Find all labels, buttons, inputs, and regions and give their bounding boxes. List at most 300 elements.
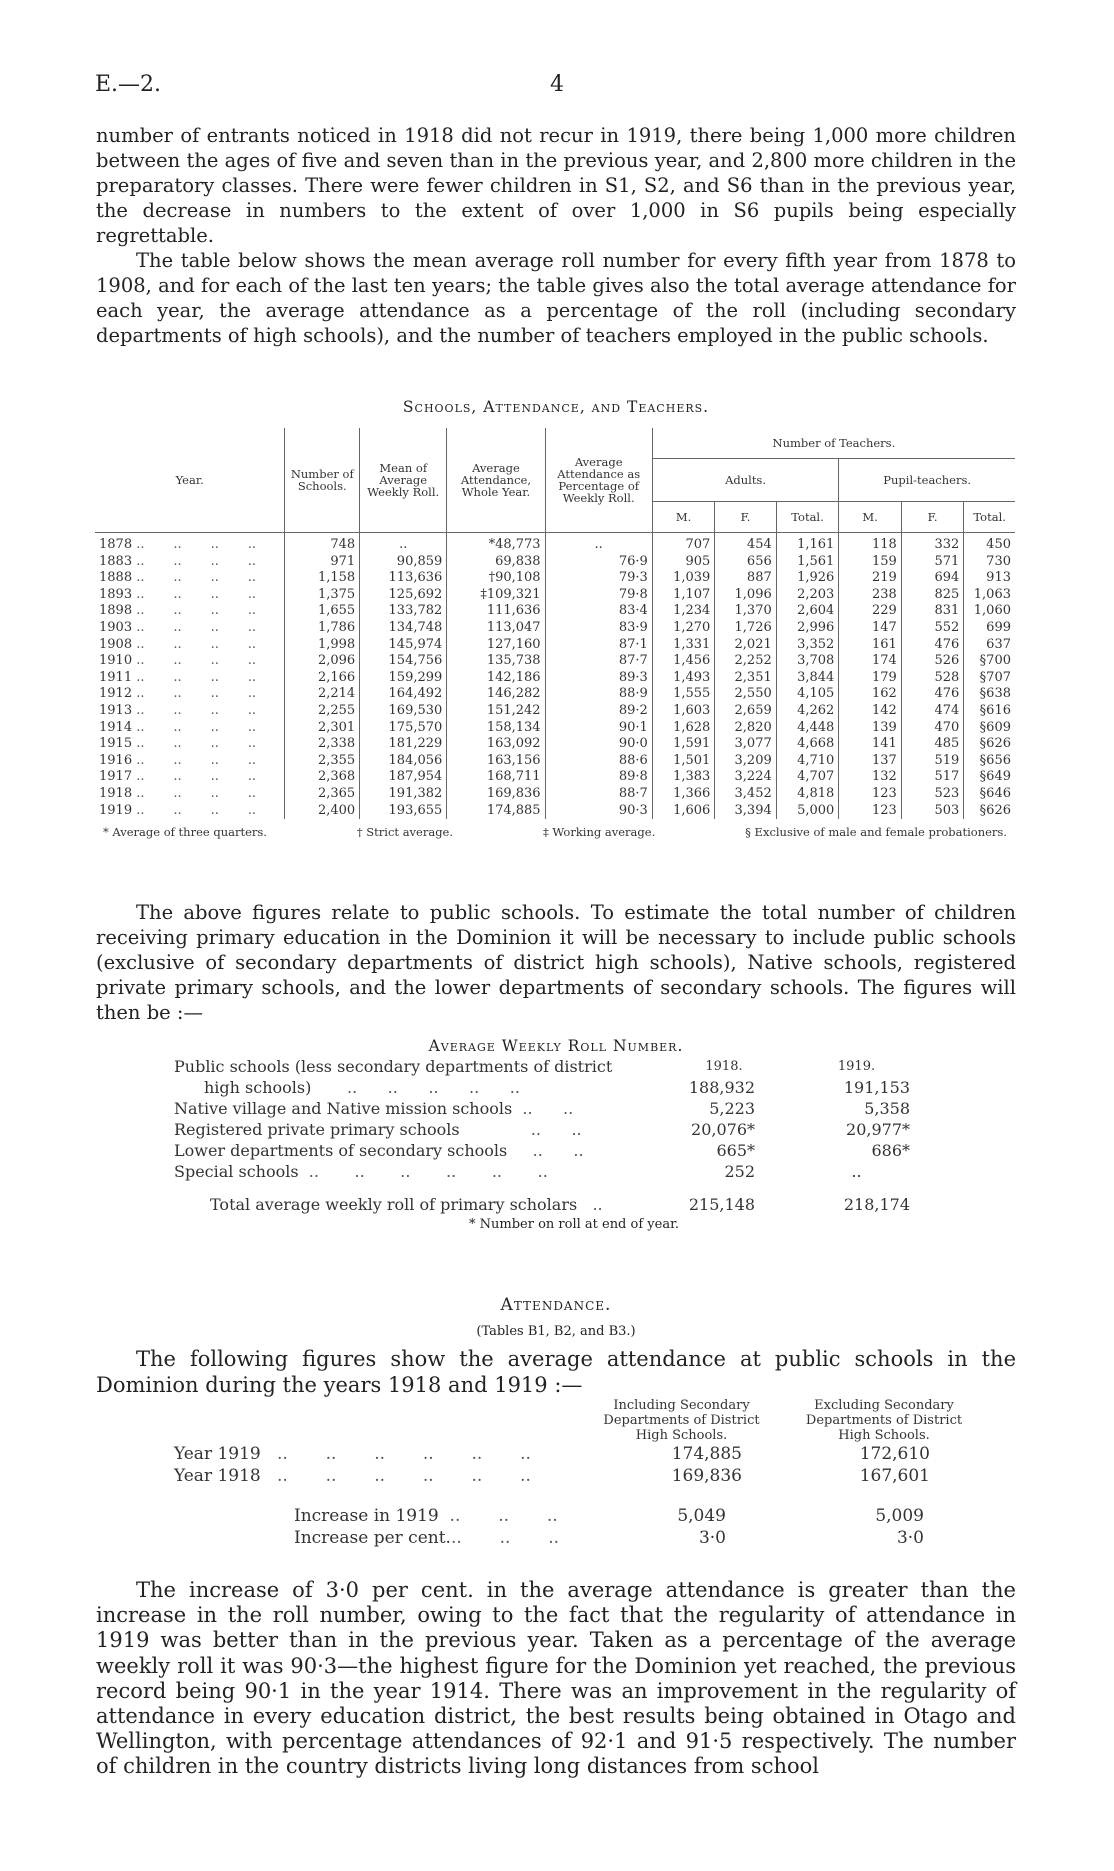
att-increase-label: Increase in 1919 .. .. .. (294, 1506, 558, 1526)
table-cell: 111,636 (447, 603, 545, 620)
table-cell: 76·9 (545, 554, 652, 571)
table-cell: §656 (964, 753, 1015, 770)
col-schools: Number of Schools. (285, 428, 360, 533)
att-increase-label: Increase per cent... .. .. (294, 1528, 560, 1548)
table-cell: 1,726 (715, 620, 776, 637)
table-cell: 2,355 (285, 753, 360, 770)
att-value: 3·0 (896, 1528, 924, 1548)
table-cell: 4,818 (776, 786, 839, 803)
table-cell: 1,366 (652, 786, 715, 803)
table-cell: 825 (901, 587, 964, 604)
table-cell: 5,000 (776, 803, 839, 820)
attendance-intro: The following figures show the average attendance at public schools in the Dominion during the years 1918 and 1919 :— (96, 1347, 1016, 1397)
table-cell: 238 (839, 587, 902, 604)
table-cell: 552 (901, 620, 964, 637)
attendance-heading: Attendance. (500, 1295, 612, 1315)
table-cell: 90·0 (545, 736, 652, 753)
col-pt-f: F. (901, 502, 964, 533)
year-cell (95, 753, 285, 770)
weekly-roll-table (174, 1056, 934, 1215)
table-row (95, 603, 1015, 620)
attendance-table (174, 1398, 974, 1549)
table-cell: 159,299 (360, 670, 447, 687)
table-cell: 517 (901, 769, 964, 786)
roll-value: 252 (724, 1162, 755, 1181)
leader-dots: .. .. .. .. (132, 537, 257, 552)
table-cell: 145,974 (360, 637, 447, 654)
table-cell: 151,242 (447, 703, 545, 720)
table-cell: 2,400 (285, 803, 360, 820)
table-cell: §609 (964, 720, 1015, 737)
col-pt-m: M. (839, 502, 902, 533)
table-cell: 142,186 (447, 670, 545, 687)
leader-dots: .. .. .. .. (132, 702, 257, 718)
table-cell: 4,707 (776, 769, 839, 786)
table-cell: 141 (839, 736, 902, 753)
roll-value: 5,358 (864, 1099, 910, 1118)
table-cell: 571 (901, 554, 964, 571)
table-cell: 79·3 (545, 570, 652, 587)
table-cell: 135,738 (447, 653, 545, 670)
year-cell (95, 769, 285, 786)
table-cell: 2,996 (776, 620, 839, 637)
leader-dots: .. .. .. .. (132, 719, 257, 735)
paragraph-1: number of entrants noticed in 1918 did not recur in 1919, there being 1,000 more children between the ages of five and seven than in the previous year, and 2,800 more children in the preparatory classes. There were fewer children in S1, S2, and S6 than in the previous year, the decrease in numbers to the extent of over 1,000 in S6 pupils being especially regrettable. (96, 124, 1016, 247)
leader-dots: .. .. .. .. (132, 586, 257, 602)
year-value: 1893 (99, 586, 133, 602)
table-cell: 191,382 (360, 786, 447, 803)
att-value: 5,009 (875, 1506, 924, 1526)
table-cell: .. (545, 533, 652, 554)
table-cell: 219 (839, 570, 902, 587)
table-cell: 1,158 (285, 570, 360, 587)
table-cell: 3,224 (715, 769, 776, 786)
table-cell: 184,056 (360, 753, 447, 770)
year-cell (95, 686, 285, 703)
roll-value: 20,076* (691, 1120, 755, 1139)
table2-footnote: * Number on roll at end of year. (469, 1217, 679, 1232)
table-cell: 2,255 (285, 703, 360, 720)
col-attendance: Average Attendance, Whole Year. (447, 428, 545, 533)
table-cell: 123 (839, 786, 902, 803)
table-row (95, 803, 1015, 820)
table-cell: 4,105 (776, 686, 839, 703)
table-cell: 2,368 (285, 769, 360, 786)
table-cell: 125,692 (360, 587, 447, 604)
table-cell: §700 (964, 653, 1015, 670)
table-cell: 187,954 (360, 769, 447, 786)
table-cell: 2,351 (715, 670, 776, 687)
col-pt-total: Total. (964, 502, 1015, 533)
table-cell: 1,555 (652, 686, 715, 703)
roll-total-1919: 218,174 (843, 1195, 910, 1214)
year-value: 1898 (99, 603, 133, 619)
roll-row-label: high schools) .. .. .. .. .. (204, 1078, 520, 1097)
schools-table-body (95, 533, 1015, 820)
table-cell: 87·1 (545, 637, 652, 654)
table-row (95, 686, 1015, 703)
table-cell: 332 (901, 533, 964, 554)
table-cell: 79·8 (545, 587, 652, 604)
table-cell: 519 (901, 753, 964, 770)
table-cell: 118 (839, 533, 902, 554)
year-cell (95, 703, 285, 720)
table-cell: 88·6 (545, 753, 652, 770)
roll-value: 5,223 (709, 1099, 755, 1118)
year-cell (95, 786, 285, 803)
roll-col-1919: 1919. (837, 1059, 876, 1074)
table-cell: 1,591 (652, 736, 715, 753)
att-value: 174,885 (671, 1444, 742, 1464)
table-cell: §707 (964, 670, 1015, 687)
table1-title: Schools, Attendance, and Teachers. (402, 398, 710, 416)
year-cell (95, 736, 285, 753)
leader-dots: .. .. .. .. (132, 603, 257, 619)
table-cell: §638 (964, 686, 1015, 703)
table-cell: 88·7 (545, 786, 652, 803)
table-cell: 1,606 (652, 803, 715, 820)
col-adults: Adults. (652, 459, 838, 502)
report-reference: E.—2. (95, 72, 162, 97)
roll-value: .. (851, 1162, 862, 1181)
table-cell: 69,838 (447, 554, 545, 571)
table-cell: 1,161 (776, 533, 839, 554)
year-cell (95, 670, 285, 687)
table-cell: .. (360, 533, 447, 554)
paragraph-4: The increase of 3·0 per cent. in the average attendance is greater than the increase in the roll number, owing to the fact that the regularity of attendance in 1919 was better than in the previous year. Taken as a percentage of the average weekly roll it was 90·3—the highest figure for the Dominion yet reached, the previous record being 90·1 in the year 1914. There was an improvement in the regularity of attendance in every education district, the best results being obtained in Otago and Wellington, with percentage attendances of 92·1 and 91·5 respectively. The number of children in the country districts living long distances from school (96, 1578, 1016, 1779)
roll-total-1918: 215,148 (688, 1195, 755, 1214)
table-cell: 90·1 (545, 720, 652, 737)
table-cell: 2,365 (285, 786, 360, 803)
year-cell (95, 603, 285, 620)
leader-dots: .. .. .. .. (132, 802, 257, 818)
table-cell: §626 (964, 736, 1015, 753)
table-cell: 1,456 (652, 653, 715, 670)
table-cell: 1,926 (776, 570, 839, 587)
table-cell: 470 (901, 720, 964, 737)
year-value: 1908 (99, 636, 133, 652)
table-cell: 133,782 (360, 603, 447, 620)
table-cell: 1,375 (285, 587, 360, 604)
roll-row-label: Native village and Native mission schools .. .. (174, 1099, 574, 1118)
table-cell: 3,708 (776, 653, 839, 670)
table-cell: 2,096 (285, 653, 360, 670)
table-cell: 163,092 (447, 736, 545, 753)
attendance-table-container (174, 1398, 974, 1549)
table-cell: 83·4 (545, 603, 652, 620)
col-teachers: Number of Teachers. (652, 428, 1015, 459)
table-cell: 4,668 (776, 736, 839, 753)
table-cell: 503 (901, 803, 964, 820)
table-cell: 2,604 (776, 603, 839, 620)
table-cell: 1,561 (776, 554, 839, 571)
table-row (95, 736, 1015, 753)
footnote-section: § Exclusive of male and female probationers. (745, 825, 1007, 840)
table-cell: 1,501 (652, 753, 715, 770)
roll-row-label: Special schools .. .. .. .. .. .. (174, 1162, 548, 1181)
roll-value: 188,932 (688, 1078, 755, 1097)
table-cell: 137 (839, 753, 902, 770)
year-value: 1888 (99, 570, 133, 586)
table-cell: 2,301 (285, 720, 360, 737)
table-cell: 174 (839, 653, 902, 670)
table-cell: 2,252 (715, 653, 776, 670)
leader-dots: .. .. .. .. (132, 785, 257, 801)
leader-dots: .. .. .. .. (132, 686, 257, 702)
leader-dots: .. .. .. .. (132, 769, 257, 785)
table-cell: 637 (964, 637, 1015, 654)
footnote-asterisk: * Average of three quarters. (103, 825, 267, 840)
year-cell (95, 620, 285, 637)
table-row (95, 637, 1015, 654)
year-cell (95, 533, 285, 554)
table-cell: §646 (964, 786, 1015, 803)
leader-dots: .. .. .. .. (132, 570, 257, 586)
table-cell: 1,655 (285, 603, 360, 620)
year-cell (95, 570, 285, 587)
roll-value: 665* (716, 1141, 755, 1160)
table-cell: 90,859 (360, 554, 447, 571)
table-cell: §649 (964, 769, 1015, 786)
roll-row-label: Public schools (less secondary departments of district (174, 1057, 613, 1076)
table-cell: 2,166 (285, 670, 360, 687)
leader-dots: .. .. .. .. (132, 669, 257, 685)
roll-row-label: Lower departments of secondary schools .. .. (174, 1141, 584, 1160)
table-cell: 83·9 (545, 620, 652, 637)
table-cell: †90,108 (447, 570, 545, 587)
table-row (95, 620, 1015, 637)
year-value: 1912 (99, 686, 133, 702)
table-cell: 154,756 (360, 653, 447, 670)
table-cell: 162 (839, 686, 902, 703)
table-cell: 4,448 (776, 720, 839, 737)
paragraph-3: The above figures relate to public schools. To estimate the total number of children receiving primary education in the Dominion it will be necessary to include public schools (exclusive of secondary departments of district high schools), Native schools, registered private primary schools, and the lower departments of secondary schools. The figures will then be :— (96, 901, 1016, 1024)
table-cell: 159 (839, 554, 902, 571)
table-cell: 89·2 (545, 703, 652, 720)
table-cell: 971 (285, 554, 360, 571)
table-row (95, 720, 1015, 737)
table-cell: 523 (901, 786, 964, 803)
table-cell: 127,160 (447, 637, 545, 654)
table-cell: 4,262 (776, 703, 839, 720)
leader-dots: .. .. .. .. (132, 553, 257, 569)
table-cell: 474 (901, 703, 964, 720)
table-cell: 1,628 (652, 720, 715, 737)
table-cell: 1,493 (652, 670, 715, 687)
leader-dots: .. .. .. .. (132, 653, 257, 669)
attendance-tables-ref: (Tables B1, B2, and B3.) (476, 1324, 636, 1339)
table-cell: 163,156 (447, 753, 545, 770)
table-cell: 113,636 (360, 570, 447, 587)
leader-dots: .. .. .. .. (132, 636, 257, 652)
att-col-excluding: Excluding Secondary Departments of District High Schools. (805, 1398, 963, 1443)
table-cell: 2,338 (285, 736, 360, 753)
year-value: 1914 (99, 719, 133, 735)
table-cell: 2,820 (715, 720, 776, 737)
table-cell: 699 (964, 620, 1015, 637)
year-cell (95, 803, 285, 820)
table-cell: 1,370 (715, 603, 776, 620)
col-roll: Mean of Average Weekly Roll. (360, 428, 447, 533)
table-cell: 476 (901, 686, 964, 703)
table-cell: 169,836 (447, 786, 545, 803)
year-value: 1878 (99, 537, 133, 552)
table-cell: 158,134 (447, 720, 545, 737)
table-cell: 175,570 (360, 720, 447, 737)
table-cell: 142 (839, 703, 902, 720)
table-cell: 3,352 (776, 637, 839, 654)
table-row (95, 670, 1015, 687)
table-cell: 1,998 (285, 637, 360, 654)
table-cell: 161 (839, 637, 902, 654)
schools-table-container (95, 428, 1015, 839)
roll-value: 191,153 (843, 1078, 910, 1097)
year-cell (95, 637, 285, 654)
col-adult-total: Total. (776, 502, 839, 533)
table-cell: 2,021 (715, 637, 776, 654)
table-cell: 89·3 (545, 670, 652, 687)
leader-dots: .. .. .. .. (132, 736, 257, 752)
year-value: 1883 (99, 553, 133, 569)
table2-title: Average Weekly Roll Number. (428, 1037, 684, 1055)
att-row-label: Year 1918 .. .. .. .. .. .. (174, 1466, 531, 1486)
year-value: 1903 (99, 619, 133, 635)
table-cell: 3,209 (715, 753, 776, 770)
table-cell: *48,773 (447, 533, 545, 554)
table-cell: 174,885 (447, 803, 545, 820)
roll-value: 686* (871, 1141, 910, 1160)
col-pupil-teachers: Pupil-teachers. (839, 459, 1015, 502)
table-cell: 123 (839, 803, 902, 820)
table-row (95, 769, 1015, 786)
year-value: 1918 (99, 785, 133, 801)
table-cell: 656 (715, 554, 776, 571)
table-row (95, 786, 1015, 803)
table-cell: 2,550 (715, 686, 776, 703)
table-cell: 1,060 (964, 603, 1015, 620)
table-cell: 181,229 (360, 736, 447, 753)
table-cell: 89·8 (545, 769, 652, 786)
att-row-label: Year 1919 .. .. .. .. .. .. (174, 1444, 531, 1464)
table-row (95, 570, 1015, 587)
table-cell: 831 (901, 603, 964, 620)
table-cell: 2,214 (285, 686, 360, 703)
table-cell: 730 (964, 554, 1015, 571)
table-cell: 134,748 (360, 620, 447, 637)
table-cell: 87·7 (545, 653, 652, 670)
year-value: 1913 (99, 702, 133, 718)
year-value: 1910 (99, 653, 133, 669)
year-cell (95, 720, 285, 737)
table-cell: 1,063 (964, 587, 1015, 604)
table1-footnotes (95, 825, 1015, 839)
table-cell: 1,039 (652, 570, 715, 587)
att-value: 172,610 (859, 1444, 930, 1464)
table-cell: 526 (901, 653, 964, 670)
table-cell: 454 (715, 533, 776, 554)
table-cell: 229 (839, 603, 902, 620)
table-cell: 694 (901, 570, 964, 587)
table-cell: 179 (839, 670, 902, 687)
year-cell (95, 554, 285, 571)
roll-total-label: Total average weekly roll of primary scholars .. (210, 1195, 603, 1214)
roll-col-1918: 1918. (705, 1059, 743, 1074)
table-cell: 1,383 (652, 769, 715, 786)
table-cell: 1,234 (652, 603, 715, 620)
table-cell: 2,203 (776, 587, 839, 604)
table-cell: 4,710 (776, 753, 839, 770)
table-cell: 132 (839, 769, 902, 786)
table-row (95, 554, 1015, 571)
table-cell: 3,394 (715, 803, 776, 820)
page-number: 4 (550, 72, 564, 97)
year-cell (95, 587, 285, 604)
att-value: 3·0 (698, 1528, 726, 1548)
table-cell: ‡109,321 (447, 587, 545, 604)
table-cell: 2,659 (715, 703, 776, 720)
col-year: Year. (95, 428, 285, 533)
table-cell: 1,096 (715, 587, 776, 604)
roll-table-container (174, 1056, 934, 1232)
roll-value: 20,977* (846, 1120, 910, 1139)
table-cell: 113,047 (447, 620, 545, 637)
table-cell: 707 (652, 533, 715, 554)
table-cell: 887 (715, 570, 776, 587)
page-header (95, 72, 1019, 102)
roll-row-label: Registered private primary schools .. .. (174, 1120, 582, 1139)
table-cell: 485 (901, 736, 964, 753)
footnote-double-dagger: ‡ Working average. (542, 825, 656, 840)
col-percent: Average Attendance as Percentage of Weekly Roll. (545, 428, 652, 533)
table-cell: 139 (839, 720, 902, 737)
year-value: 1916 (99, 752, 133, 768)
att-value: 169,836 (671, 1466, 742, 1486)
table-cell: §616 (964, 703, 1015, 720)
table-row (95, 587, 1015, 604)
year-cell (95, 653, 285, 670)
table-cell: 3,844 (776, 670, 839, 687)
year-value: 1917 (99, 769, 133, 785)
year-value: 1911 (99, 669, 133, 685)
paragraph-2: The table below shows the mean average roll number for every fifth year from 1878 to 1908, and for each of the last ten years; the table gives also the total average attendance for each year, the average attendance as a percentage of the roll (including secondary departments of high schools), and the number of teachers employed in the public schools. (96, 249, 1016, 347)
table-cell: 168,711 (447, 769, 545, 786)
att-value: 5,049 (677, 1506, 726, 1526)
table-cell: 193,655 (360, 803, 447, 820)
table-row (95, 703, 1015, 720)
table-row (95, 533, 1015, 554)
table-cell: 1,331 (652, 637, 715, 654)
table-cell: 450 (964, 533, 1015, 554)
att-col-including: Including Secondary Departments of District High Schools. (603, 1398, 760, 1443)
year-value: 1919 (99, 802, 133, 818)
table-cell: 528 (901, 670, 964, 687)
leader-dots: .. .. .. .. (132, 619, 257, 635)
table-cell: 90·3 (545, 803, 652, 820)
col-adult-f: F. (715, 502, 776, 533)
table-cell: 169,530 (360, 703, 447, 720)
table-cell: 905 (652, 554, 715, 571)
table-cell: 913 (964, 570, 1015, 587)
table-cell: 164,492 (360, 686, 447, 703)
att-value: 167,601 (859, 1466, 930, 1486)
table-cell: 1,107 (652, 587, 715, 604)
table-row (95, 753, 1015, 770)
table-cell: 476 (901, 637, 964, 654)
table-cell: 1,786 (285, 620, 360, 637)
table-cell: 3,452 (715, 786, 776, 803)
table-cell: 748 (285, 533, 360, 554)
table-cell: 147 (839, 620, 902, 637)
